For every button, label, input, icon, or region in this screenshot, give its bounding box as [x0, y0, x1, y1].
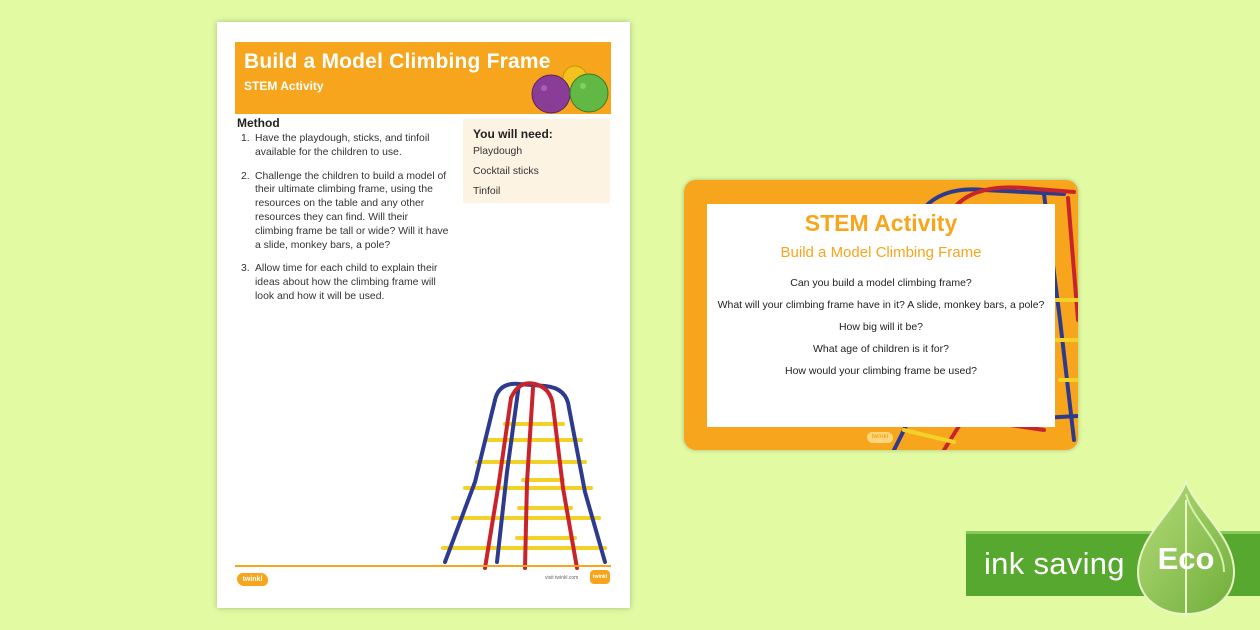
worksheet-page	[217, 22, 630, 608]
card-title: STEM Activity	[804, 210, 958, 236]
footer-url: visit twinkl.com	[545, 575, 579, 581]
card-question: What age of children is it for?	[813, 343, 949, 355]
needs-list	[473, 145, 539, 205]
worksheet-header	[235, 42, 611, 114]
twinkl-badge: twinkl	[590, 570, 610, 584]
card-question: What will your climbing frame have in it? A slide, monkey bars, a pole?	[717, 299, 1045, 311]
step-text: Have the playdough, sticks, and tinfoil available for the children to use.	[255, 133, 430, 158]
step-number: 3.	[241, 263, 250, 275]
twinkl-logo: twinkl	[237, 573, 268, 586]
eco-badge-label: Eco	[1157, 541, 1215, 576]
step-text: Allow time for each child to explain their ideas about how the climbing frame will look and how it will be used.	[255, 263, 438, 302]
step-number: 1.	[241, 133, 250, 144]
method-step	[237, 170, 449, 253]
card-content-panel	[707, 204, 1055, 427]
needs-heading: You will need:	[473, 127, 553, 141]
worksheet-title: Build a Model Climbing Frame	[244, 50, 551, 73]
climbing-frame-illustration	[435, 362, 615, 570]
footer-divider	[235, 565, 611, 567]
you-will-need-box	[463, 119, 610, 203]
playdough-balls-illustration	[527, 64, 611, 114]
card-question: How big will it be?	[838, 321, 924, 333]
card-questions	[713, 276, 1049, 386]
needs-item: Cocktail sticks	[473, 166, 539, 177]
card-subtitle: Build a Model Climbing Frame	[780, 244, 982, 261]
needs-item: Playdough	[473, 146, 523, 157]
method-step	[237, 132, 449, 160]
card-question: How would your climbing frame be used?	[784, 365, 977, 377]
needs-item: Tinfoil	[473, 186, 501, 197]
method-steps	[237, 132, 449, 314]
method-heading: Method	[237, 116, 280, 130]
step-text: Challenge the children to build a model of their ultimate climbing frame, using the resources on the table and any other resources they can find. Will their climbing frame be tall or wide? Will it have a slide, monkey bars, a pole?	[255, 170, 449, 251]
twinkl-logo: twinkl	[867, 432, 893, 443]
step-number: 2.	[241, 170, 250, 182]
activity-card	[684, 180, 1078, 450]
method-step	[237, 262, 449, 303]
worksheet-subtitle: STEM Activity	[244, 79, 324, 93]
ink-saving-label: ink saving	[984, 546, 1125, 581]
card-question: Can you build a model climbing frame?	[790, 277, 972, 289]
